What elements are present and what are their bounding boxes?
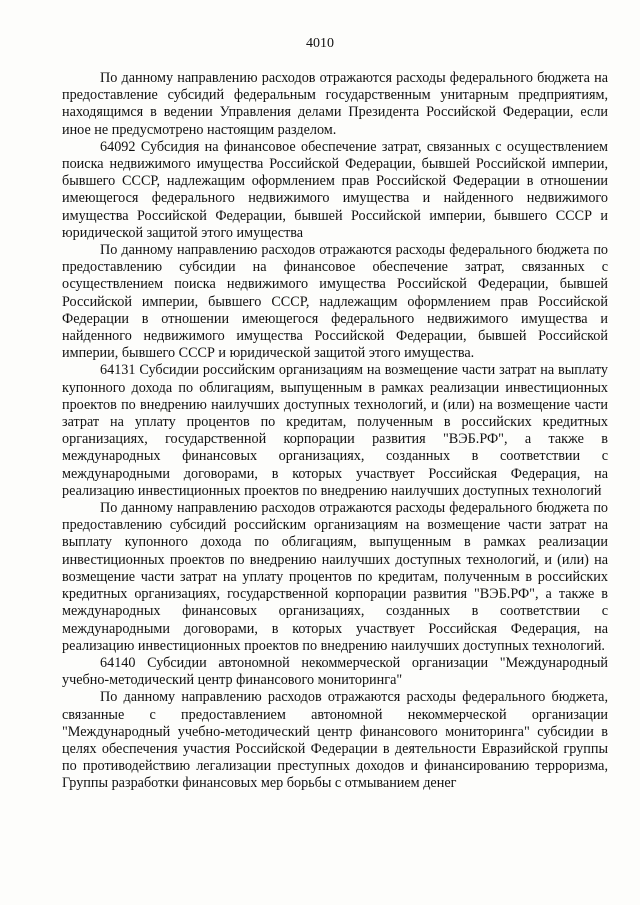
paragraph-64092-description: По данному направлению расходов отражаются расходы федерального бюджета по предоставлению субсидии на финансовое обеспечение затрат, связанных с осуществлением поиска недвижимого имущества Российской Федерации, бывшей Российской империи, бывшего СССР, надлежащим оформлением прав Российской Федерации в отношении имеющегося федерального недвижимого имущества и найденного недвижимого имущества Российской Федерации, бывшей Российской империи, бывшего СССР и юридической защитой этого имущества. [62, 242, 608, 362]
page-number: 4010 [306, 36, 334, 51]
paragraph-64131-heading: 64131 Субсидии российским организациям на возмещение части затрат на выплату купонного дохода по облигациям, выпущенным в рамках реализации инвестиционных проектов по внедрению наилучших доступных технологий, и (или) на возмещение части затрат на уплату процентов по кредитам, полученным в российских кредитных организациях, государственной корпорации развития "ВЭБ.РФ", а также в международных финансовых организациях, созданных в соответствии с международными договорами, в которых участвует Российская Федерация, на реализацию инвестиционных проектов по внедрению наилучших доступных технологий [62, 362, 608, 499]
paragraph-64140-heading: 64140 Субсидии автономной некоммерческой организации "Международный учебно-методический центр финансового мониторинга" [62, 654, 608, 689]
paragraph-64131-description: По данному направлению расходов отражаются расходы федерального бюджета по предоставлению субсидий российским организациям на возмещение части затрат на выплату купонного дохода по облигациям, выпущенным в рамках реализации инвестиционных проектов по внедрению наилучших доступных технологий, и (или) на возмещение части затрат на уплату процентов по кредитам, полученным в российских кредитных организациях, государственной корпорации развития "ВЭБ.РФ", а также в международных финансовых организациях, созданных в соответствии с международными договорами, в которых участвует Российская Федерация, на реализацию инвестиционных проектов по внедрению наилучших доступных технологий. [62, 500, 608, 654]
document-body [62, 70, 608, 793]
paragraph-1: По данному направлению расходов отражаются расходы федерального бюджета на предоставление субсидий федеральным государственным унитарным предприятиям, находящимся в ведении Управления делами Президента Российской Федерации, если иное не предусмотрено настоящим разделом. [62, 70, 608, 138]
paragraph-64140-description: По данному направлению расходов отражаются расходы федерального бюджета, связанные с предоставлением автономной некоммерческой организации "Международный учебно-методический центр финансового мониторинга" субсидии в целях обеспечения участия Российской Федерации в деятельности Евразийской группы по противодействию легализации преступных доходов и финансированию терроризма, Группы разработки финансовых мер борьбы с отмыванием денег [62, 689, 608, 792]
paragraph-64092-heading: 64092 Субсидия на финансовое обеспечение затрат, связанных с осуществлением поиска недвижимого имущества Российской Федерации, бывшей Российской империи, бывшего СССР, надлежащим оформлением прав Российской Федерации в отношении имеющегося федерального недвижимого имущества и найденного недвижимого имущества Российской Федерации, бывшей Российской империи, бывшего СССР и юридической защитой этого имущества [62, 138, 608, 241]
